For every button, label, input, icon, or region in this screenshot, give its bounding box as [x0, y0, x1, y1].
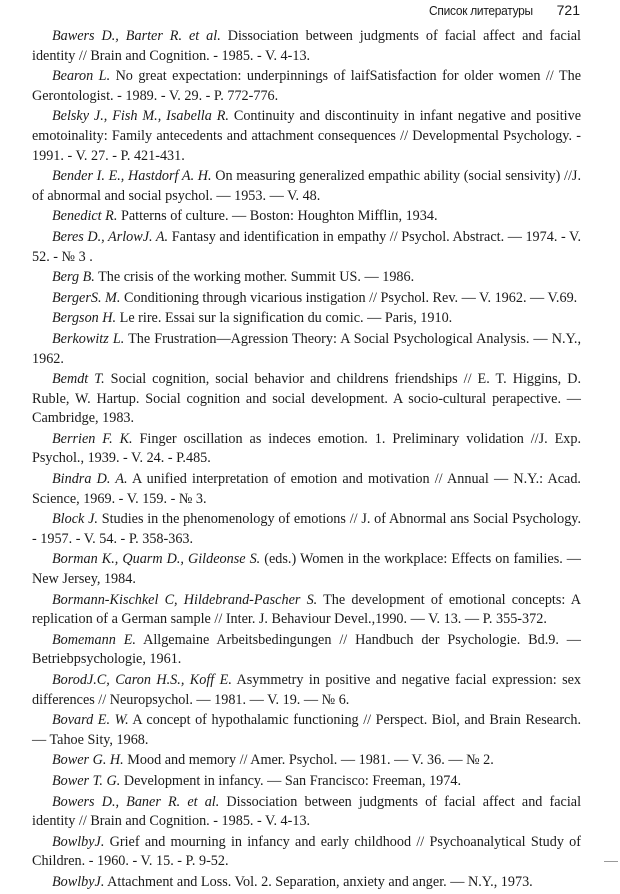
reference-entry: [32, 711, 581, 750]
reference-entry: [32, 591, 581, 630]
section-title: Список литературы: [428, 2, 533, 18]
reference-text: Finger oscillation as indeces emotion. 1. Preliminary volidation //J. Exp. Psychol., 1939. - V. 24. - P.485.: [32, 430, 582, 467]
reference-text: On measuring generalized empathic ability (social sensivity) //J. of abnormal and social psychol. — 1953. — V. 48.: [32, 168, 581, 204]
reference-entry: [32, 289, 581, 309]
reference-entry: [32, 751, 581, 771]
reference-entry: [32, 370, 581, 429]
reference-author: Belsky J., Fish M., Isabella R.: [52, 108, 229, 125]
reference-text: Conditioning through vicarious instigation // Psychol. Rev. — V. 1962. — V.69.: [120, 289, 578, 306]
reference-author: Benedict R.: [52, 208, 118, 225]
running-header: [420, 0, 580, 20]
reference-text: Dissociation between judgments of facial affect and facial identity // Brain and Cognition. - 1985. - V. 4-13.: [32, 793, 582, 830]
reference-text: Le rire. Essai sur la signification du comic. — Paris, 1910.: [116, 310, 453, 327]
reference-entry: [32, 430, 581, 469]
reference-entry: [32, 207, 581, 227]
reference-text: Attachment and Loss. Vol. 2. Separation, anxiety and anger. — N.Y., 1973.: [104, 873, 533, 890]
reference-author: Bender I. E., Hastdorf A. H.: [52, 168, 212, 185]
reference-entry: [32, 27, 581, 66]
reference-text: Dissociation between judgments of facial affect and facial identity // Brain and Cognition. - 1985. - V. 4-13.: [32, 28, 582, 64]
reference-text: No great expectation: underpinnings of laifSatisfaction for older women // The Gerontologist. - 1989. - V. 29. - P. 772-776.: [32, 68, 581, 104]
reference-author: Bower T. G.: [52, 772, 121, 789]
reference-entry: [32, 631, 581, 670]
reference-text: Grief and mourning in infancy and early childhood // Psychoanalytical Study of Children. - 1960. - V. 15. - P. 9-52.: [32, 833, 581, 870]
reference-author: Bormann-Kischkel C, Hildebrand-Pascher S.: [52, 591, 318, 608]
reference-author: Bomemann E.: [52, 631, 136, 648]
reference-author: Block J.: [52, 511, 98, 528]
reference-entry: [32, 268, 581, 288]
reference-text: Allgemaine Arbeitsbedingungen // Handbuch der Psychologie. Bd.9. — Betriebpsychologie, 1961.: [32, 631, 581, 668]
reference-entry: [32, 309, 581, 329]
reference-author: Bawers D., Barter R. et al.: [52, 28, 221, 44]
reference-author: Borman K., Quarm D., Gildeonse S.: [52, 551, 261, 568]
reference-entry: [32, 510, 581, 549]
reference-text: The Frustration—Agression Theory: A Social Psychological Analysis. — N.Y., 1962.: [32, 330, 581, 367]
reference-author: Bovard E. W.: [52, 712, 129, 729]
reference-entry: [32, 67, 581, 106]
reference-author: Beres D., ArlowJ. A.: [52, 228, 169, 245]
reference-text: The development of emotional concepts: A replication of a German sample // Inter. J. Behaviour Devel.,1990. — V. 13. — P. 355-372.: [32, 591, 581, 628]
reference-entry: [32, 793, 581, 832]
reference-entry: [32, 228, 581, 267]
reference-text: Mood and memory // Amer. Psychol. — 1981. — V. 36. — № 2.: [123, 752, 494, 769]
reference-author: BorodJ.C, Caron H.S., Koff E.: [52, 672, 232, 688]
reference-author: Bindra D. A.: [52, 471, 128, 488]
reference-entry: [32, 873, 581, 893]
reference-entry: [32, 550, 581, 589]
reference-author: Berg B.: [52, 269, 95, 286]
reference-author: Bowers D., Baner R. et al.: [52, 793, 220, 810]
page-number: 721: [556, 2, 580, 18]
reference-text: Social cognition, social behavior and childrens friendships // E. T. Higgins, D. Ruble, W. Hartup. Social cognition and social development. A socio-cultural perapective. — Cambridge, 1983.: [32, 371, 581, 427]
reference-entry: [32, 833, 581, 872]
reference-text: A concept of hypothalamic functioning // Perspect. Biol, and Brain Research. — Tahoe Sity, 1968.: [32, 712, 581, 748]
reference-author: BowlbyJ.: [52, 833, 105, 850]
reference-author: Berrien F. K.: [52, 430, 133, 447]
reference-author: Bemdt T.: [52, 371, 105, 388]
reference-entry: [32, 772, 581, 792]
reference-entry: [32, 470, 581, 509]
reference-text: Studies in the phenomenology of emotions // J. of Abnormal ans Social Psychology. - 1957. - V. 54. - P. 358-363.: [32, 511, 582, 547]
reference-text: A unified interpretation of emotion and motivation // Annual — N.Y.: Acad. Science, 1969. - V. 159. - № 3.: [32, 471, 581, 507]
reference-text: Patterns of culture. — Boston: Houghton Mifflin, 1934.: [117, 208, 438, 225]
reference-author: Bergson H.: [52, 310, 117, 327]
scan-mark: [604, 861, 618, 862]
reference-author: BowlbyJ.: [52, 873, 105, 890]
reference-list: [32, 27, 581, 894]
reference-author: BergerS. M.: [52, 289, 121, 306]
reference-author: Bearon L.: [52, 68, 111, 85]
reference-entry: [32, 167, 581, 206]
reference-text: (eds.) Women in the workplace: Effects on families. — New Jersey, 1984.: [32, 551, 581, 588]
reference-text: The crisis of the working mother. Summit US. — 1986.: [94, 269, 415, 286]
reference-text: Fantasy and identification in empathy // Psychol. Abstract. — 1974. - V. 52. - № 3 .: [32, 228, 581, 265]
reference-text: Asymmetry in positive and negative facial expression: sex differences // Neuropsychol. — 1981. — V. 19. — № 6.: [32, 672, 581, 708]
reference-entry: [32, 107, 581, 166]
reference-entry: [32, 671, 581, 710]
reference-author: Bower G. H.: [52, 752, 124, 769]
reference-entry: [32, 330, 581, 369]
reference-author: Berkowitz L.: [52, 330, 125, 347]
reference-text: Continuity and discontinuity in infant negative and positive emotoinality: Family antecedents and attachment consequences // Developmental Psychology. - 1991. - V. 27. - P. 421-431.: [32, 108, 581, 164]
reference-text: Development in infancy. — San Francisco: Freeman, 1974.: [120, 772, 461, 789]
